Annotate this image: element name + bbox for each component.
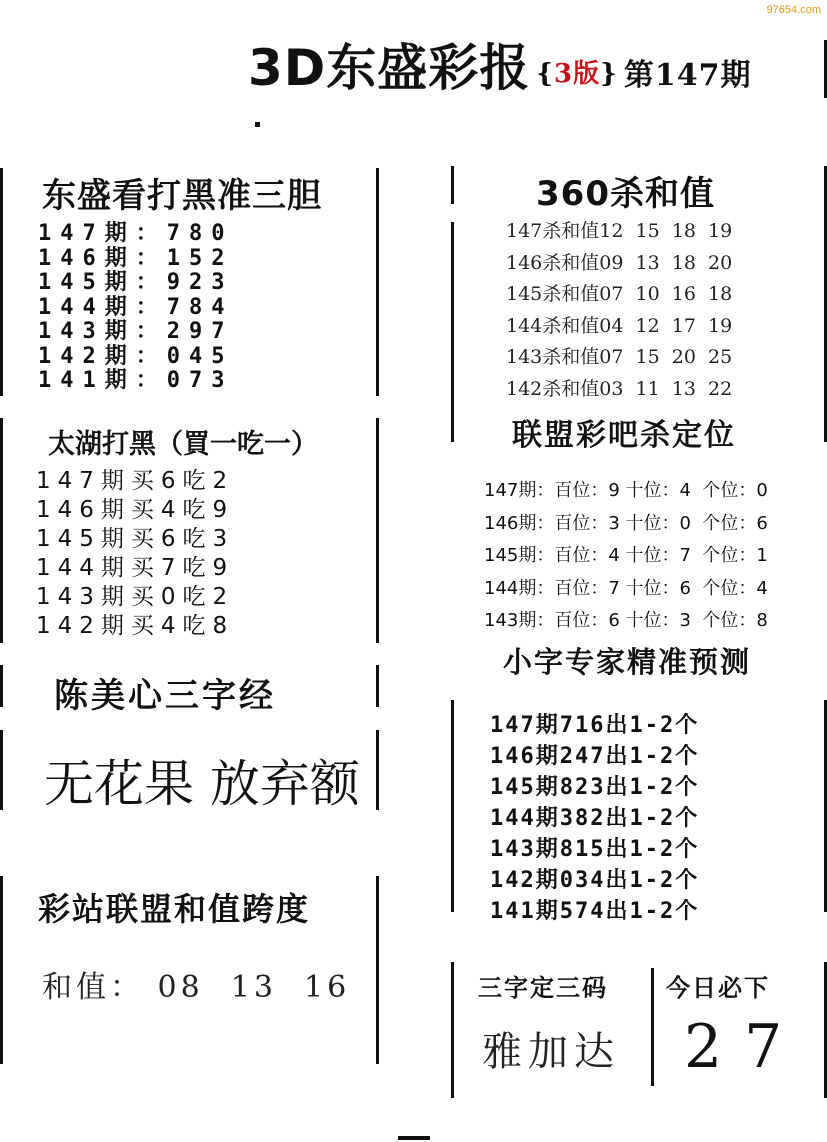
dongsheng-row: 145期：923 [38,270,234,295]
xiaozi-row: 142期034出1-2个 [490,868,700,893]
divider [0,168,3,396]
divider [451,222,454,442]
kill360-row: 147杀和值12 15 18 19 [506,220,733,242]
lianmeng-row: 143期：百位：6 十位：3 个位：8 [484,610,768,631]
section-heading-dongsheng: 东盛看打黑准三胆 [42,176,322,216]
page-title: 3D东盛彩报 [248,39,531,97]
edition-badge [536,59,618,89]
page-title-block [248,28,751,100]
section-heading-chenmeixin: 陈美心三字经 [54,676,276,716]
divider [376,665,379,707]
section-heading-lianmeng: 联盟彩吧杀定位 [512,418,736,453]
dongsheng-row: 141期：073 [38,368,234,393]
bottom-rule [398,1136,430,1140]
caizhan-text: 和值： 08 13 16 [42,970,351,1005]
section-heading-taihu: 太湖打黑（買一吃一） [48,429,318,460]
xiaozi-row: 145期823出1-2个 [490,775,700,800]
edition-number: 3版 [554,59,601,89]
divider [376,730,379,810]
taihu-row: 146期买4吃9 [36,497,235,523]
divider [376,876,379,1064]
taihu-row: 142期买4吃8 [36,613,235,639]
xiaozi-row: 141期574出1-2个 [490,899,700,924]
xiaozi-row: 146期247出1-2个 [490,744,700,769]
taihu-row: 147期买6吃2 [36,468,235,494]
xiaozi-row: 143期815出1-2个 [490,837,700,862]
edition-brace-open: { [536,59,555,89]
dongsheng-row: 144期：784 [38,294,234,320]
dongsheng-row: 146期：152 [38,245,234,271]
site-watermark: 97654.com [766,4,821,16]
divider [0,418,3,643]
lianmeng-row: 144期：百位：7 十位：6 个位：4 [484,577,768,599]
divider [0,730,3,810]
xiaozi-row: 147期716出1-2个 [490,713,700,738]
section-heading-jinri: 今日必下 [666,974,770,1002]
divider [451,166,454,204]
kill360-row: 142杀和值03 11 13 22 [506,377,733,400]
lianmeng-row: 145期：百位：4 十位：7 个位：1 [484,545,768,566]
jinri-value: 27 [684,1012,805,1082]
divider [376,168,379,396]
chenmeixin-text: 无花果 放弃额 [44,755,360,813]
dongsheng-row: 147期：780 [38,221,234,246]
decorative-dot [255,122,260,127]
xiaozi-row: 144期382出1-2个 [490,806,700,831]
taihu-row: 143期买0吃2 [36,584,235,610]
kill360-row: 145杀和值07 10 16 18 [506,283,733,305]
issue-number: 第147期 [623,57,752,93]
section-heading-caizhan: 彩站联盟和值跨度 [38,890,311,928]
lianmeng-row: 147期：百位：9 十位：4 个位：0 [484,480,768,501]
kill360-row: 146杀和值09 13 18 20 [506,251,733,274]
section-heading-sanzi: 三字定三码 [478,974,608,1002]
divider [376,418,379,643]
divider [651,968,654,1086]
taihu-row: 145期买6吃3 [36,526,235,552]
section-heading-kill360: 360杀和值 [536,174,715,214]
kill360-row: 143杀和值07 15 20 25 [506,346,733,368]
divider [0,665,3,707]
divider [451,700,454,912]
edition-brace-close: } [600,59,618,89]
lianmeng-row: 146期：百位：3 十位：0 个位：6 [484,512,768,534]
sanzi-text: 雅加达 [482,1029,620,1075]
dongsheng-row: 142期：045 [38,343,234,369]
divider [451,962,454,1098]
section-heading-xiaozi: 小字专家精准预测 [503,645,752,679]
dongsheng-row: 143期：297 [38,319,234,344]
divider [0,876,3,1064]
kill360-row: 144杀和值04 12 17 19 [506,314,733,337]
taihu-row: 144期买7吃9 [36,555,235,581]
